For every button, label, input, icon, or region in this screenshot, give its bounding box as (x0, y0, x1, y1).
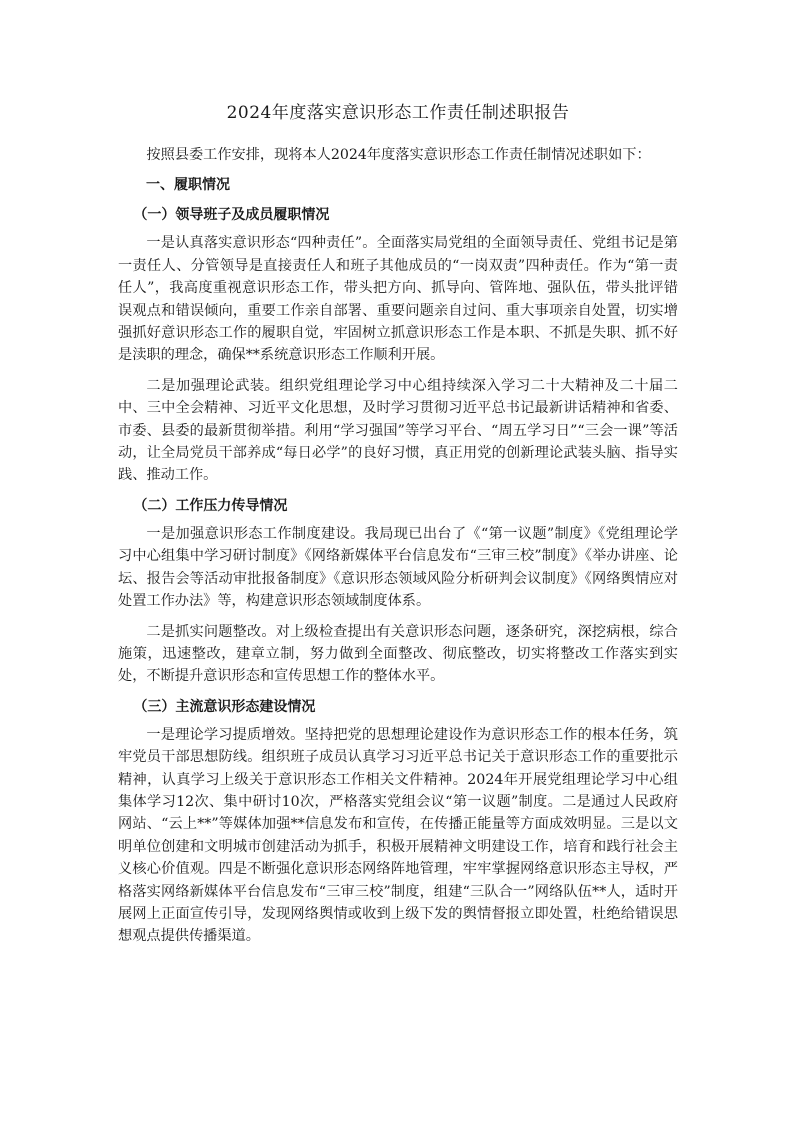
paragraph-rectification: 二是抓实问题整改。对上级检查提出有关意识形态问题，逐条研究，深挖病根，综合施策，迅速整改，建章立制，努力做到全面整改、彻底整改，切实将整改工作落实到实处，不断提升意识形态和宣传思想工作的整体水平。 (118, 623, 678, 685)
section-heading-performance: 一、履职情况 (146, 177, 230, 194)
subsection-heading-mainstream: （三）主流意识形态建设情况 (133, 698, 316, 715)
subsection-heading-leadership: （一）领导班子及成员履职情况 (133, 207, 330, 224)
paragraph-theory: 二是加强理论武装。组织党组理论学习中心组持续深入学习二十大精神及二十届二中、三中全会精神、习近平文化思想，及时学习贯彻习近平总书记最新讲话精神和省委、市委、县委的最新贯彻举措。利用“学习强国”等学习平台、“周五学习日”“三会一课”等活动，让全局党员干部养成“每日必学”的良好习惯，真正用党的创新理论武装头脑、指导实践、推动工作。 (118, 377, 678, 484)
document-page (118, 100, 678, 956)
subsection-heading-pressure: （二）工作压力传导情况 (133, 497, 288, 514)
paragraph-mainstream: 一是理论学习提质增效。坚持把党的思想理论建设作为意识形态工作的根本任务，筑牢党员干部思想防线。组织班子成员认真学习习近平总书记关于意识形态工作的重要批示精神，认真学习上级关于意识形态工作相关文件精神。2024年开展党组理论学习中心组集体学习12次、集中研讨10次，严格落实党组会议“第一议题”制度。二是通过人民政府网站、“云上**”等媒体加强**信息发布和宣传，在传播正能量等方面成效明显。三是以文明单位创建和文明城市创建活动为抓手，积极开展精神文明建设工作，培育和践行社会主义核心价值观。四是不断强化意识形态网络阵地管理，牢牢掌握网络意识形态主导权，严格落实网络新媒体平台信息发布“三审三校”制度，组建“三队合一”网络队伍**人，适时开展网上正面宣传引导，发现网络舆情或收到上级下发的舆情督报立即处置，杜绝给错误思想观点提供传播渠道。 (118, 726, 678, 945)
intro-paragraph: 按照县委工作安排，现将本人2024年度落实意识形态工作责任制情况述职如下： (146, 147, 651, 163)
paragraph-system-building: 一是加强意识形态工作制度建设。我局现已出台了《“第一议题”制度》《党组理论学习中心组集中学习研讨制度》《网络新媒体平台信息发布“三审三校”制度》《举办讲座、论坛、报告会等活动审批报备制度》《意识形态领域风险分析研判会议制度》《网络舆情应对处置工作办法》等，构建意识形态领域制度体系。 (118, 525, 678, 610)
paragraph-responsibility: 一是认真落实意识形态“四种责任”。全面落实局党组的全面领导责任、党组书记是第一责任人、分管领导是直接责任人和班子其他成员的“一岗双责”四种责任。作为“第一责任人”，我高度重视意识形态工作，带头把方向、抓导向、管阵地、强队伍，带头批评错误观点和错误倾向，重要工作亲自部署、重要问题亲自过问、重大事项亲自处置，切实增强抓好意识形态工作的履职自觉，牢固树立抓意识形态工作是本职、不抓是失职、抓不好是渎职的理念，确保**系统意识形态工作顺利开展。 (118, 235, 678, 364)
document-title: 2024年度落实意识形态工作责任制述职报告 (226, 103, 570, 123)
